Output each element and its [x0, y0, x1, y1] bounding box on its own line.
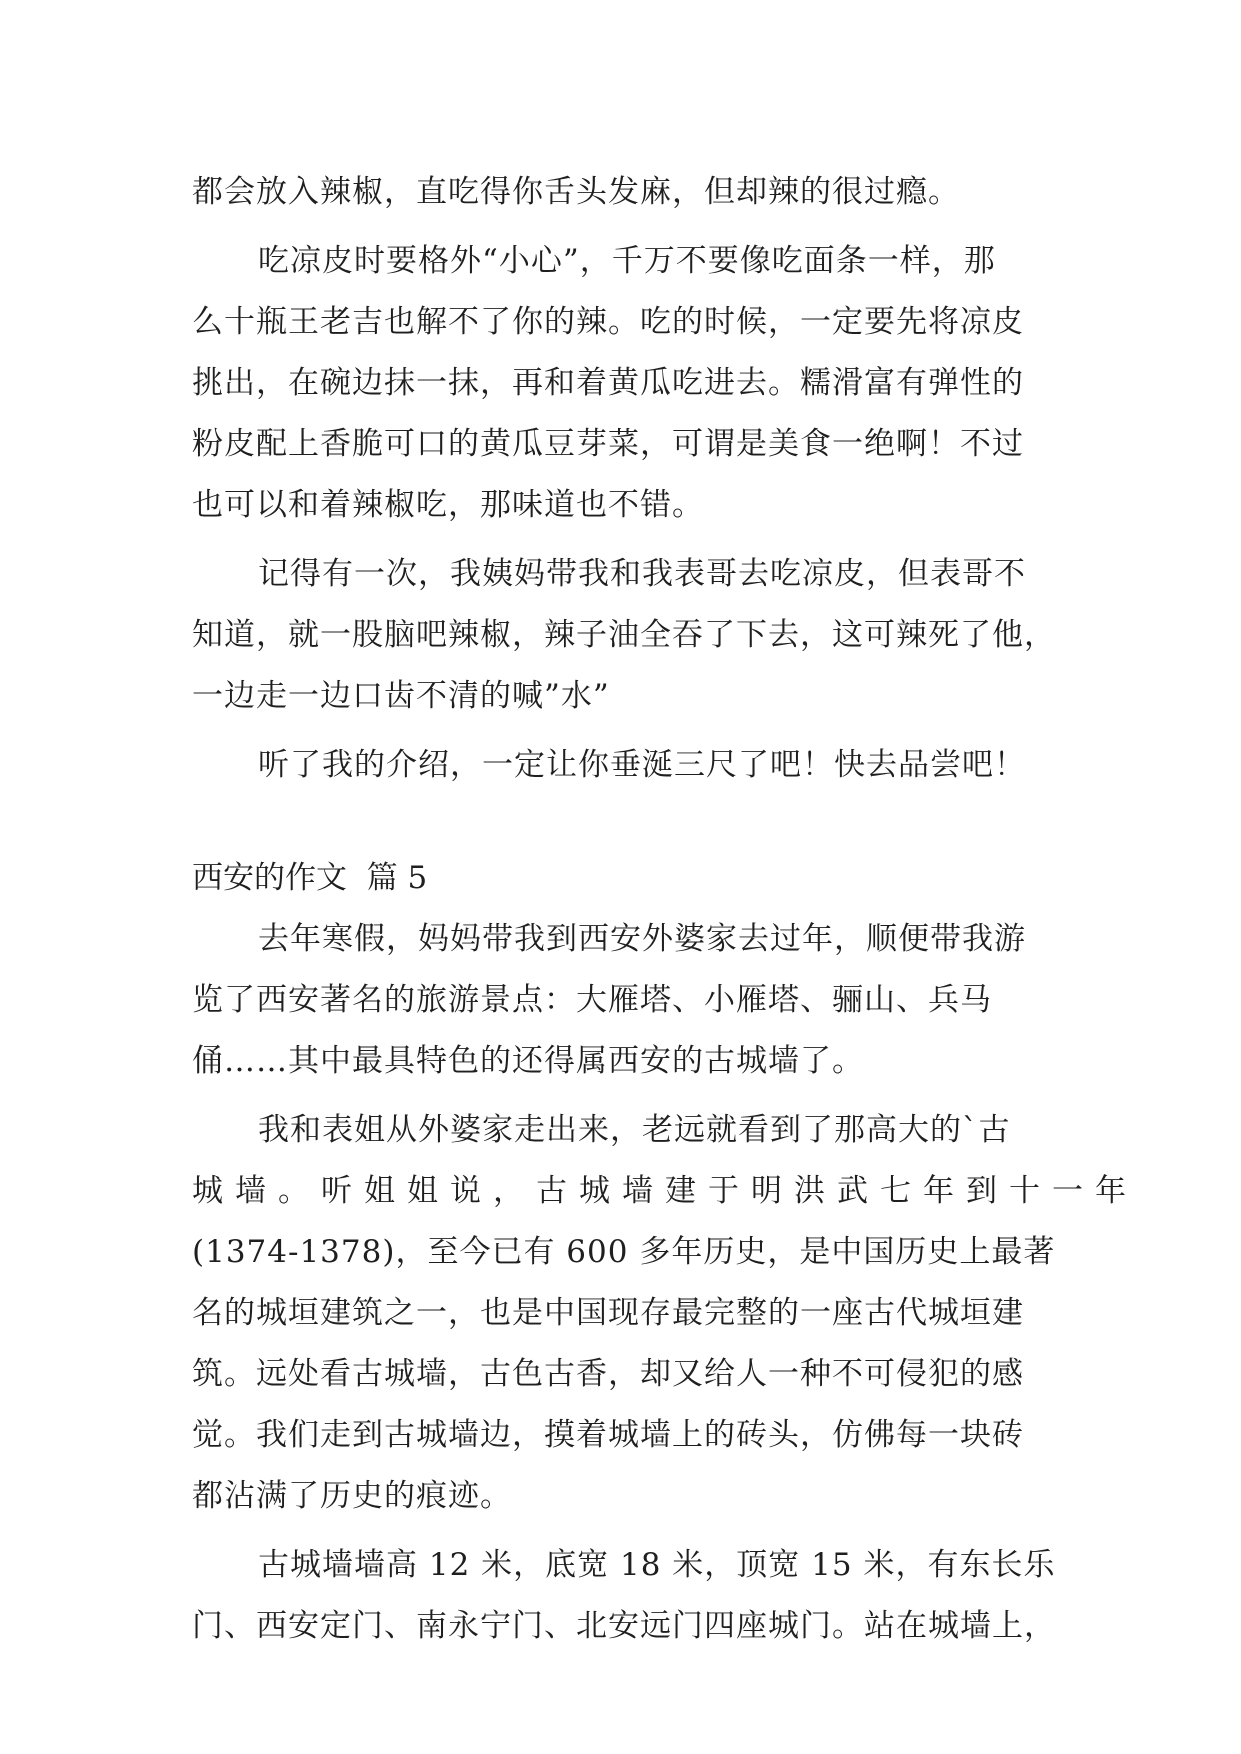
paragraph — [192, 1100, 1138, 1527]
paragraph — [192, 162, 1050, 223]
text-line: 一边走一边口齿不清的喊”水” — [192, 678, 610, 714]
text-line: 记得有一次，我姨妈带我和我表哥去吃凉皮，但表哥不 — [258, 556, 1026, 592]
text-line: 也可以和着辣椒吃，那味道也不错。 — [192, 487, 704, 523]
section-title: 西安的作文 篇 5 — [192, 860, 428, 896]
document-body — [192, 162, 1138, 1657]
paragraph — [192, 1535, 1056, 1657]
text-line: 么十瓶王老吉也解不了你的辣。吃的时候，一定要先将凉皮 — [192, 304, 1024, 340]
text-line: 吃凉皮时要格外“小心”，千万不要像吃面条一样，那 — [258, 243, 996, 279]
text-line: 知道，就一股脑吧辣椒，辣子油全吞了下去，这可辣死了他， — [192, 617, 1056, 653]
paragraph — [192, 231, 1050, 536]
text-line: 觉。我们走到古城墙边，摸着城墙上的砖头，仿佛每一块砖 — [192, 1417, 1024, 1453]
text-line: 都沾满了历史的痕迹。 — [192, 1478, 512, 1514]
text-line: 城墙。听姐姐说，古城墙建于明洪武七年到十一年 — [192, 1173, 1138, 1209]
text-line: 粉皮配上香脆可口的黄瓜豆芽菜，可谓是美食一绝啊！不过 — [192, 426, 1024, 462]
text-line: 挑出，在碗边抹一抹，再和着黄瓜吃进去。糯滑富有弹性的 — [192, 365, 1024, 401]
text-line: 览了西安著名的旅游景点：大雁塔、小雁塔、骊山、兵马 — [192, 982, 992, 1018]
paragraph — [192, 909, 1050, 1092]
text-line: (1374-1378)，至今已有 600 多年历史，是中国历史上最著 — [192, 1234, 1056, 1270]
text-line: 我和表姐从外婆家走出来，老远就看到了那高大的`古 — [258, 1112, 1011, 1148]
text-line: 俑……其中最具特色的还得属西安的古城墙了。 — [192, 1043, 864, 1079]
text-line: 去年寒假，妈妈带我到西安外婆家去过年，顺便带我游 — [258, 921, 1026, 957]
paragraph — [192, 544, 1056, 727]
text-line: 名的城垣建筑之一，也是中国现存最完整的一座古代城垣建 — [192, 1295, 1024, 1331]
text-line: 门、西安定门、南永宁门、北安远门四座城门。站在城墙上， — [192, 1608, 1056, 1644]
text-line: 筑。远处看古城墙，古色古香，却又给人一种不可侵犯的感 — [192, 1356, 1024, 1392]
text-line: 古城墙墙高 12 米，底宽 18 米，顶宽 15 米，有东长乐 — [258, 1547, 1056, 1583]
text-line: 都会放入辣椒，直吃得你舌头发麻，但却辣的很过瘾。 — [192, 174, 960, 210]
paragraph — [192, 735, 1050, 796]
section-heading — [192, 848, 1050, 909]
text-line: 听了我的介绍，一定让你垂涎三尺了吧！快去品尝吧！ — [258, 747, 1026, 783]
